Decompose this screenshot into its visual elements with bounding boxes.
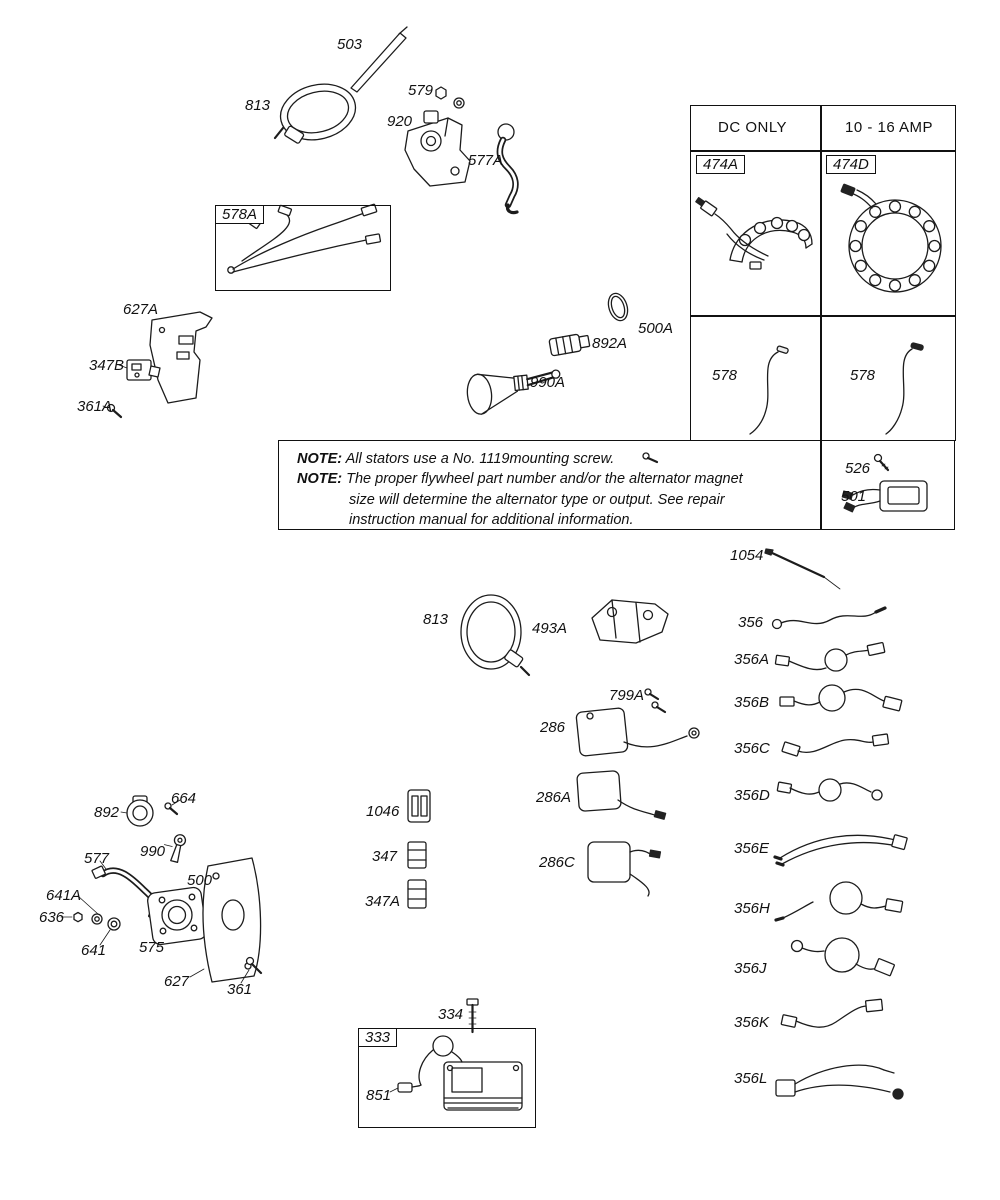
part-label-356k: 356K (734, 1014, 770, 1031)
part-label-1054: 1054 (730, 547, 764, 564)
part-label-579: 579 (408, 82, 434, 99)
part-label-500: 500 (187, 872, 213, 889)
note-1-prefix: NOTE: (297, 451, 343, 467)
cell-label-578-right: 578 (850, 367, 876, 384)
part-347a-canister (408, 880, 426, 908)
table-header-divider (690, 150, 956, 152)
part-1054-pin (765, 549, 840, 589)
part-label-356l: 356L (734, 1070, 768, 1087)
part-892-cap (121, 796, 153, 826)
part-label-627a: 627A (123, 301, 159, 318)
part-label-813-top: 813 (245, 97, 271, 114)
part-356a-wire (775, 642, 885, 671)
part-label-356e: 356E (734, 840, 770, 857)
part-label-641a: 641A (46, 887, 82, 904)
part-label-493a: 493A (532, 620, 568, 637)
table-header-dc-only: DC ONLY (718, 119, 788, 136)
part-label-356b: 356B (734, 694, 770, 711)
part-356k-wire (781, 999, 882, 1027)
part-label-575: 575 (139, 939, 165, 956)
note-1-text: All stators use a No. 1119mounting screw. (345, 451, 615, 467)
part-286c-module (588, 842, 660, 896)
note-1 (297, 449, 744, 469)
part-label-578a: 578A (215, 205, 264, 224)
part-356b-wire (780, 685, 902, 711)
part-label-347: 347 (372, 848, 398, 865)
part-label-356: 356 (738, 614, 764, 631)
part-813-clamp-top (275, 77, 362, 148)
part-493a-bracket (592, 600, 668, 643)
part-label-500a: 500A (638, 320, 674, 337)
part-799a-screws (645, 689, 665, 712)
part-627a-bracket (150, 312, 212, 403)
part-920-bracket (405, 111, 470, 186)
part-label-361: 361 (227, 981, 253, 998)
part-356j-wire (792, 938, 895, 976)
part-label-361a: 361A (77, 398, 113, 415)
table-header-10-16-amp: 10 - 16 AMP (845, 119, 934, 136)
part-label-501: 501 (841, 488, 867, 505)
part-label-503: 503 (337, 36, 363, 53)
part-label-334: 334 (438, 1006, 464, 1023)
note-2-text: The proper flywheel part number and/or the alternator magnet size will determine the alternator type or output. See repair instruction manual for additional information. (346, 471, 743, 528)
part-356d-wire (777, 779, 882, 801)
part-356-wire (773, 608, 886, 629)
part-label-627: 627 (164, 973, 190, 990)
part-label-920: 920 (387, 113, 413, 130)
part-label-356c: 356C (734, 740, 770, 757)
part-286-module (576, 708, 699, 757)
part-347-canister (408, 842, 426, 868)
cell-label-474d: 474D (826, 155, 876, 174)
part-356l-wire (776, 1065, 903, 1099)
table-row-divider (690, 315, 956, 317)
part-356h-wire (776, 882, 903, 920)
part-label-286c: 286C (539, 854, 575, 871)
part-label-799a: 799A (609, 687, 645, 704)
cell-label-474a: 474A (696, 155, 745, 174)
note-box (278, 440, 955, 530)
part-label-892a: 892A (592, 335, 628, 352)
part-label-664: 664 (171, 790, 197, 807)
part-label-1046: 1046 (366, 803, 400, 820)
part-label-990: 990 (140, 843, 166, 860)
part-label-347a: 347A (365, 893, 401, 910)
part-label-356a: 356A (734, 651, 770, 668)
part-label-356h: 356H (734, 900, 770, 917)
part-1046-rectifier (408, 790, 430, 822)
part-label-990a: 990A (530, 374, 566, 391)
part-286a-module (577, 771, 666, 820)
part-label-813-mid: 813 (423, 611, 449, 628)
part-575-flange (147, 886, 208, 945)
cell-label-578-left: 578 (712, 367, 738, 384)
part-label-333: 333 (358, 1028, 397, 1047)
note-2-prefix: NOTE: (297, 471, 343, 488)
part-label-892: 892 (94, 804, 120, 821)
part-579-nuts (436, 87, 464, 108)
part-892a-cylinder (549, 332, 590, 356)
note-2 (297, 469, 744, 530)
part-label-286: 286 (540, 719, 566, 736)
part-356c-wire (782, 734, 889, 756)
part-label-851: 851 (366, 1087, 392, 1104)
part-label-636: 636 (39, 909, 65, 926)
part-label-347b: 347B (89, 357, 125, 374)
part-500a-oring (605, 291, 631, 323)
part-356e-wire (775, 835, 907, 865)
part-813-clamp-mid (461, 595, 529, 675)
part-label-577a: 577A (468, 152, 504, 169)
part-label-356j: 356J (734, 960, 767, 977)
part-label-577: 577 (84, 850, 110, 867)
part-label-286a: 286A (536, 789, 572, 806)
part-label-641: 641 (81, 942, 107, 959)
part-label-356d: 356D (734, 787, 770, 804)
part-label-526: 526 (845, 460, 871, 477)
